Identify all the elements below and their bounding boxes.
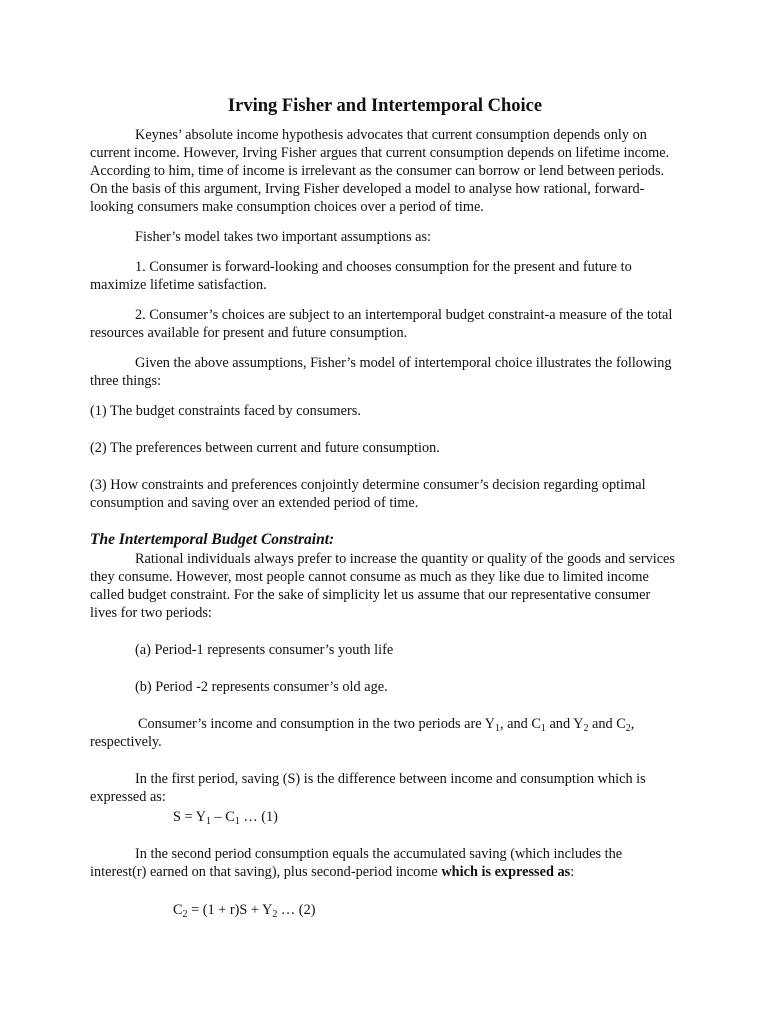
second-period-paragraph: In the second period consumption equals the accumulated saving (which includes the interest(r) earned on that saving), plus second-period income which is expressed as: (90, 846, 623, 880)
document-title: Irving Fisher and Intertemporal Choice (227, 96, 543, 116)
intro-paragraph: Keynes’ absolute income hypothesis advocates that current consumption depends only on current income. However, Irving Fisher argues that current consumption depends on lifetime income. According to him, time of income is irrelevant as the consumer can borrow or lend between periods. On the basis of this argument, Irving Fisher developed a model to analyse how rational, forward-looking consumers make consumption choices over a period of time. (90, 127, 670, 215)
section-paragraph: Rational individuals always prefer to increase the quantity or quality of the goods and services they consume. However, most people cannot consume as much as they like due to limited income called budget constraint. For the sake of simplicity let us assume that our representative consumer lives for two periods: (90, 551, 675, 621)
thing-1: (1) The budget constraints faced by consumers. (90, 403, 361, 419)
thing-3: (3) How constraints and preferences conjointly determine consumer’s decision regarding optimal consumption and saving over an extended period of time. (90, 477, 646, 511)
things-intro: Given the above assumptions, Fisher’s model of intertemporal choice illustrates the following three things: (90, 355, 672, 389)
period-2: (b) Period -2 represents consumer’s old age. (135, 679, 388, 695)
document-body (90, 95, 680, 919)
assumption-1: 1. Consumer is forward-looking and chooses consumption for the present and future to maximize lifetime satisfaction. (90, 259, 632, 293)
thing-2: (2) The preferences between current and future consumption. (90, 440, 440, 456)
equation-2: $C_2 = (1 + r)S + Y_2$ … (2) (173, 902, 316, 920)
saving-paragraph: In the first period, saving (S) is the difference between income and consumption which is expressed as: (90, 771, 646, 805)
equation-1: $S = Y_1 - C_1$ … (1) (173, 809, 278, 827)
income-paragraph: Consumer’s income and consumption in the two periods are $Y_1$, and $C_1$ and $Y_2$ and $C_2$, respectively. (90, 716, 635, 750)
assumptions-intro: Fisher’s model takes two important assumptions as: (135, 229, 431, 245)
section-heading: The Intertemporal Budget Constraint: (90, 531, 335, 548)
period-1: (a) Period-1 represents consumer’s youth life (135, 642, 394, 658)
assumption-2: 2. Consumer’s choices are subject to an intertemporal budget constraint-a measure of the total resources available for present and future consumption. (90, 307, 673, 341)
